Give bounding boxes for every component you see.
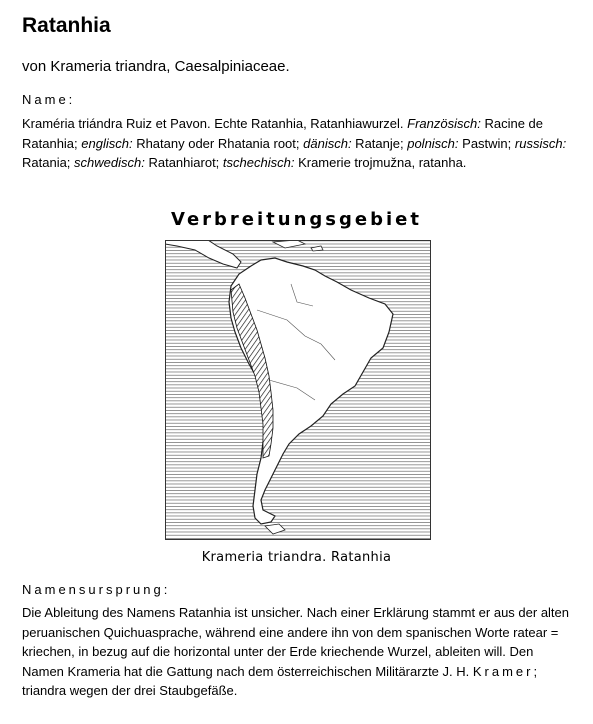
name-text-segment: Ratanje; bbox=[351, 135, 408, 151]
language-label: dänisch: bbox=[303, 135, 352, 151]
name-text-segment: Ratanhiarot; bbox=[144, 155, 223, 170]
origin-person-name: Kramer; bbox=[472, 663, 541, 679]
name-section-label: Name: bbox=[22, 92, 76, 107]
origin-text-before: Die Ableitung des Namens Ratanhia ist unsicher. Nach einer Erklärung stammt er aus der alten peruanischen Quichuasprache, während eine andere ihn von dem spanischen Worte ratear = kriechen, in bezug auf die horizontal unter der Erde kriechende Wurzel, ableiten will. Den Namen Krameria hat die Gattung nach dem österreichischen Militärarzte J. H. bbox=[22, 605, 570, 679]
figure-title: Verbreitungsgebiet bbox=[171, 209, 422, 230]
name-text-segment: Ratania; bbox=[22, 155, 75, 170]
page-title: Ratanhia bbox=[22, 14, 111, 37]
language-label: englisch: bbox=[81, 135, 133, 151]
name-text-segment: Kramerie trojmužna, ratanha. bbox=[294, 155, 467, 170]
subtitle: von Krameria triandra, Caesalpiniaceae. bbox=[22, 58, 290, 75]
name-text-segment: Racine de Ratanhia; bbox=[22, 116, 543, 151]
origin-text-after: triandra wegen der drei Staubgefäße. bbox=[22, 683, 238, 698]
origin-section-text bbox=[22, 603, 572, 701]
name-text-segment: Pastwin; bbox=[458, 135, 515, 151]
name-text-segment: Rhatany oder Rhatania root; bbox=[132, 135, 304, 151]
origin-section-label: Namensursprung: bbox=[22, 582, 171, 597]
language-label: polnisch: bbox=[407, 135, 459, 151]
name-text-segment: Kraméria triándra Ruiz et Pavon. Echte Ratanhia, Ratanhiawurzel. bbox=[22, 116, 408, 131]
figure-caption: Krameria triandra. Ratanhia bbox=[201, 550, 392, 565]
distribution-map bbox=[165, 240, 431, 540]
language-label: Französisch: bbox=[407, 116, 481, 131]
language-label: schwedisch: bbox=[74, 155, 145, 170]
south-america-map-image bbox=[165, 240, 431, 540]
language-label: russisch: bbox=[514, 135, 567, 151]
language-label: tschechisch: bbox=[222, 155, 295, 170]
name-section-text bbox=[22, 114, 572, 173]
